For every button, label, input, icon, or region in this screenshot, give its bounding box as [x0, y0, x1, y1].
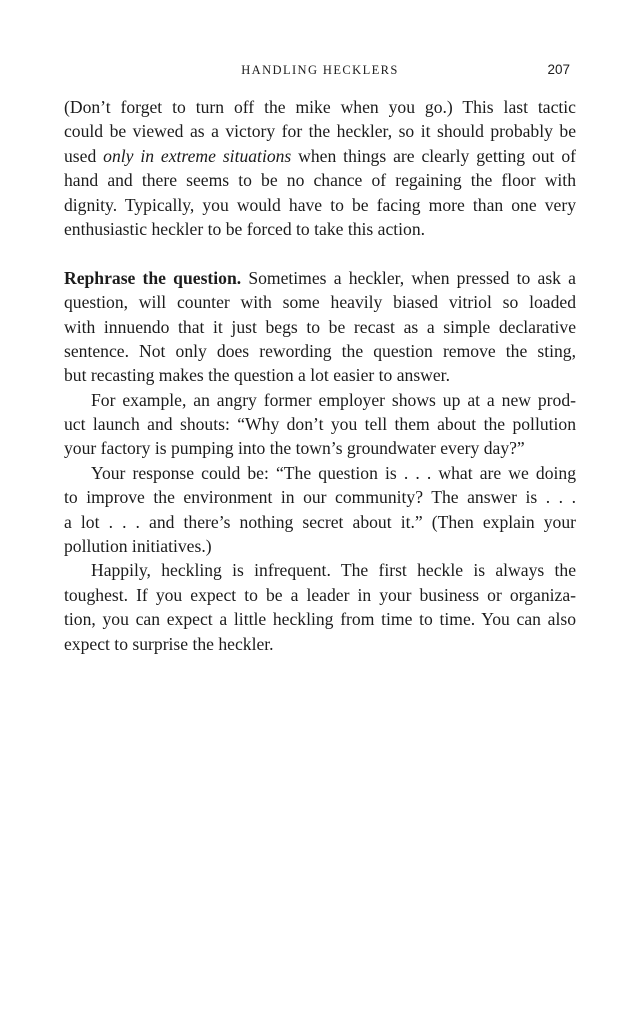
text-line: toughest. If you expect to be a leader in your business or organiza- [64, 584, 576, 605]
text-line: question, will counter with some heavily biased vitriol so loaded [64, 292, 576, 313]
text-line: uct launch and shouts: “Why don’t you tell them about the pollution [64, 414, 576, 435]
paragraph-response [64, 461, 576, 559]
text-line [64, 144, 576, 168]
paragraph-rephrase [64, 266, 576, 388]
text-line: could be viewed as a victory for the heckler, so it should probably be [64, 121, 576, 142]
text-run: Sometimes a heckler, when pressed to ask a [241, 267, 576, 288]
text-line: your factory is pumping into the town’s groundwater every day?” [64, 438, 525, 459]
text-line: sentence. Not only does rewording the question remove the sting, [64, 340, 576, 361]
paragraph-continuation [64, 95, 576, 241]
text-line: Happily, heckling is infrequent. The first heckle is always the [91, 560, 576, 581]
running-head [64, 62, 576, 80]
section-heading: Rephrase the question. [64, 267, 242, 288]
text-line: (Don’t forget to turn off the mike when you go.) This last tactic [64, 97, 576, 117]
paragraph-example [64, 388, 576, 461]
body-text [64, 95, 576, 656]
running-title: HANDLING HECKLERS [241, 63, 399, 77]
text-line: pollution initiatives.) [64, 536, 212, 557]
text-line: hand and there seems to be no chance of regaining the floor with [64, 170, 576, 191]
paragraph-happily [64, 558, 576, 656]
text-line: expect to surprise the heckler. [64, 633, 274, 654]
text-run: used [64, 145, 104, 166]
text-line: but recasting makes the question a lot easier to answer. [64, 365, 450, 386]
text-line: enthusiastic heckler to be forced to take this action. [64, 218, 426, 239]
text-run: when things are clearly getting out of [291, 145, 576, 166]
emphasis-text: only in extreme situations [103, 145, 292, 166]
text-line: to improve the environment in our community? The answer is . . . [64, 487, 576, 508]
page-number: 207 [547, 62, 570, 77]
section-spacer [64, 241, 576, 265]
text-line [64, 266, 576, 290]
text-line: For example, an angry former employer shows up at a new prod- [91, 389, 576, 410]
text-line: a lot . . . and there’s nothing secret about it.” (Then explain your [64, 511, 576, 532]
text-line: tion, you can expect a little heckling from time to time. You can also [64, 609, 576, 630]
text-line: with innuendo that it just begs to be recast as a simple declarative [64, 316, 576, 337]
text-line: dignity. Typically, you would have to be facing more than one very [64, 194, 576, 215]
text-line: Your response could be: “The question is . . . what are we doing [91, 462, 576, 483]
